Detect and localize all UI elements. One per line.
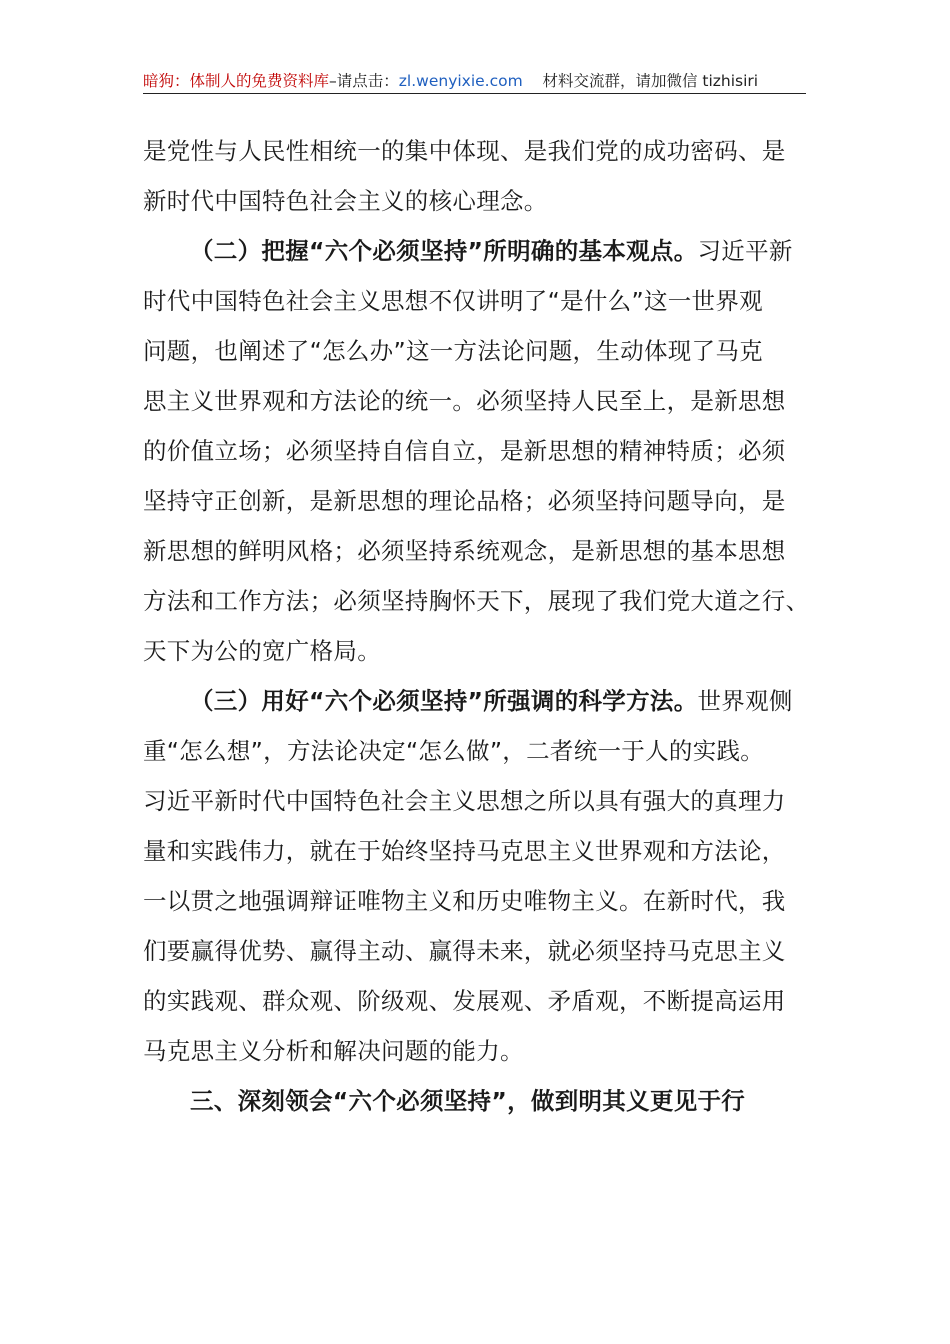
text-line: 是党性与人民性相统一的集中体现、是我们党的成功密码、是	[143, 137, 786, 165]
section-heading: （三）用好“六个必须坚持”所强调的科学方法。	[190, 687, 698, 715]
text-line: 的价值立场；必须坚持自信自立，是新思想的精神特质；必须	[143, 437, 786, 465]
paragraph-1	[143, 126, 813, 226]
text-line: 重“怎么想”，方法论决定“怎么做”，二者统一于人的实践。	[143, 737, 765, 765]
text-line: 天下为公的宽广格局。	[143, 637, 381, 665]
header-click-prompt: –请点击：	[329, 72, 399, 90]
paragraph-first-line	[143, 676, 813, 726]
section-title: 三、深刻领会“六个必须坚持”，做到明其义更见于行	[190, 1087, 746, 1115]
text-line: 习近平新时代中国特色社会主义思想之所以具有强大的真理力	[143, 787, 786, 815]
text-line: 们要赢得优势、赢得主动、赢得未来，就必须坚持马克思主义	[143, 937, 786, 965]
paragraph-first-line	[143, 226, 813, 276]
header-site-name: 暗狗：体制人的免费资料库	[143, 72, 330, 90]
text-line: 一以贯之地强调辩证唯物主义和历史唯物主义。在新时代，我	[143, 887, 786, 915]
text-line-lead: 习近平新	[697, 237, 793, 265]
header-wechat-note: 材料交流群，请加微信 tizhisiri	[542, 72, 759, 90]
text-line: 马克思主义分析和解决问题的能力。	[143, 1037, 524, 1065]
text-line: 新思想的鲜明风格；必须坚持系统观念，是新思想的基本思想	[143, 537, 786, 565]
text-line: 时代中国特色社会主义思想不仅讲明了“是什么”这一世界观	[143, 287, 763, 315]
page-header	[143, 68, 806, 94]
text-line-lead: 世界观侧	[697, 687, 793, 715]
document-body	[143, 126, 813, 1126]
section-heading: （二）把握“六个必须坚持”所明确的基本观点。	[190, 237, 698, 265]
text-line: 量和实践伟力，就在于始终坚持马克思主义世界观和方法论，	[143, 837, 786, 865]
text-line: 方法和工作方法；必须坚持胸怀天下，展现了我们党大道之行、	[143, 587, 810, 615]
text-line: 新时代中国特色社会主义的核心理念。	[143, 187, 548, 215]
text-line: 的实践观、群众观、阶级观、发展观、矛盾观，不断提高运用	[143, 987, 786, 1015]
paragraph-3	[143, 676, 813, 1076]
text-line: 问题，也阐述了“怎么办”这一方法论问题，生动体现了马克	[143, 337, 763, 365]
paragraph-2	[143, 226, 813, 676]
text-line: 坚持守正创新，是新思想的理论品格；必须坚持问题导向，是	[143, 487, 786, 515]
text-line: 思主义世界观和方法论的统一。必须坚持人民至上，是新思想	[143, 387, 786, 415]
header-divider	[143, 93, 806, 94]
header-link[interactable]: zl.wenyixie.com	[398, 72, 523, 90]
